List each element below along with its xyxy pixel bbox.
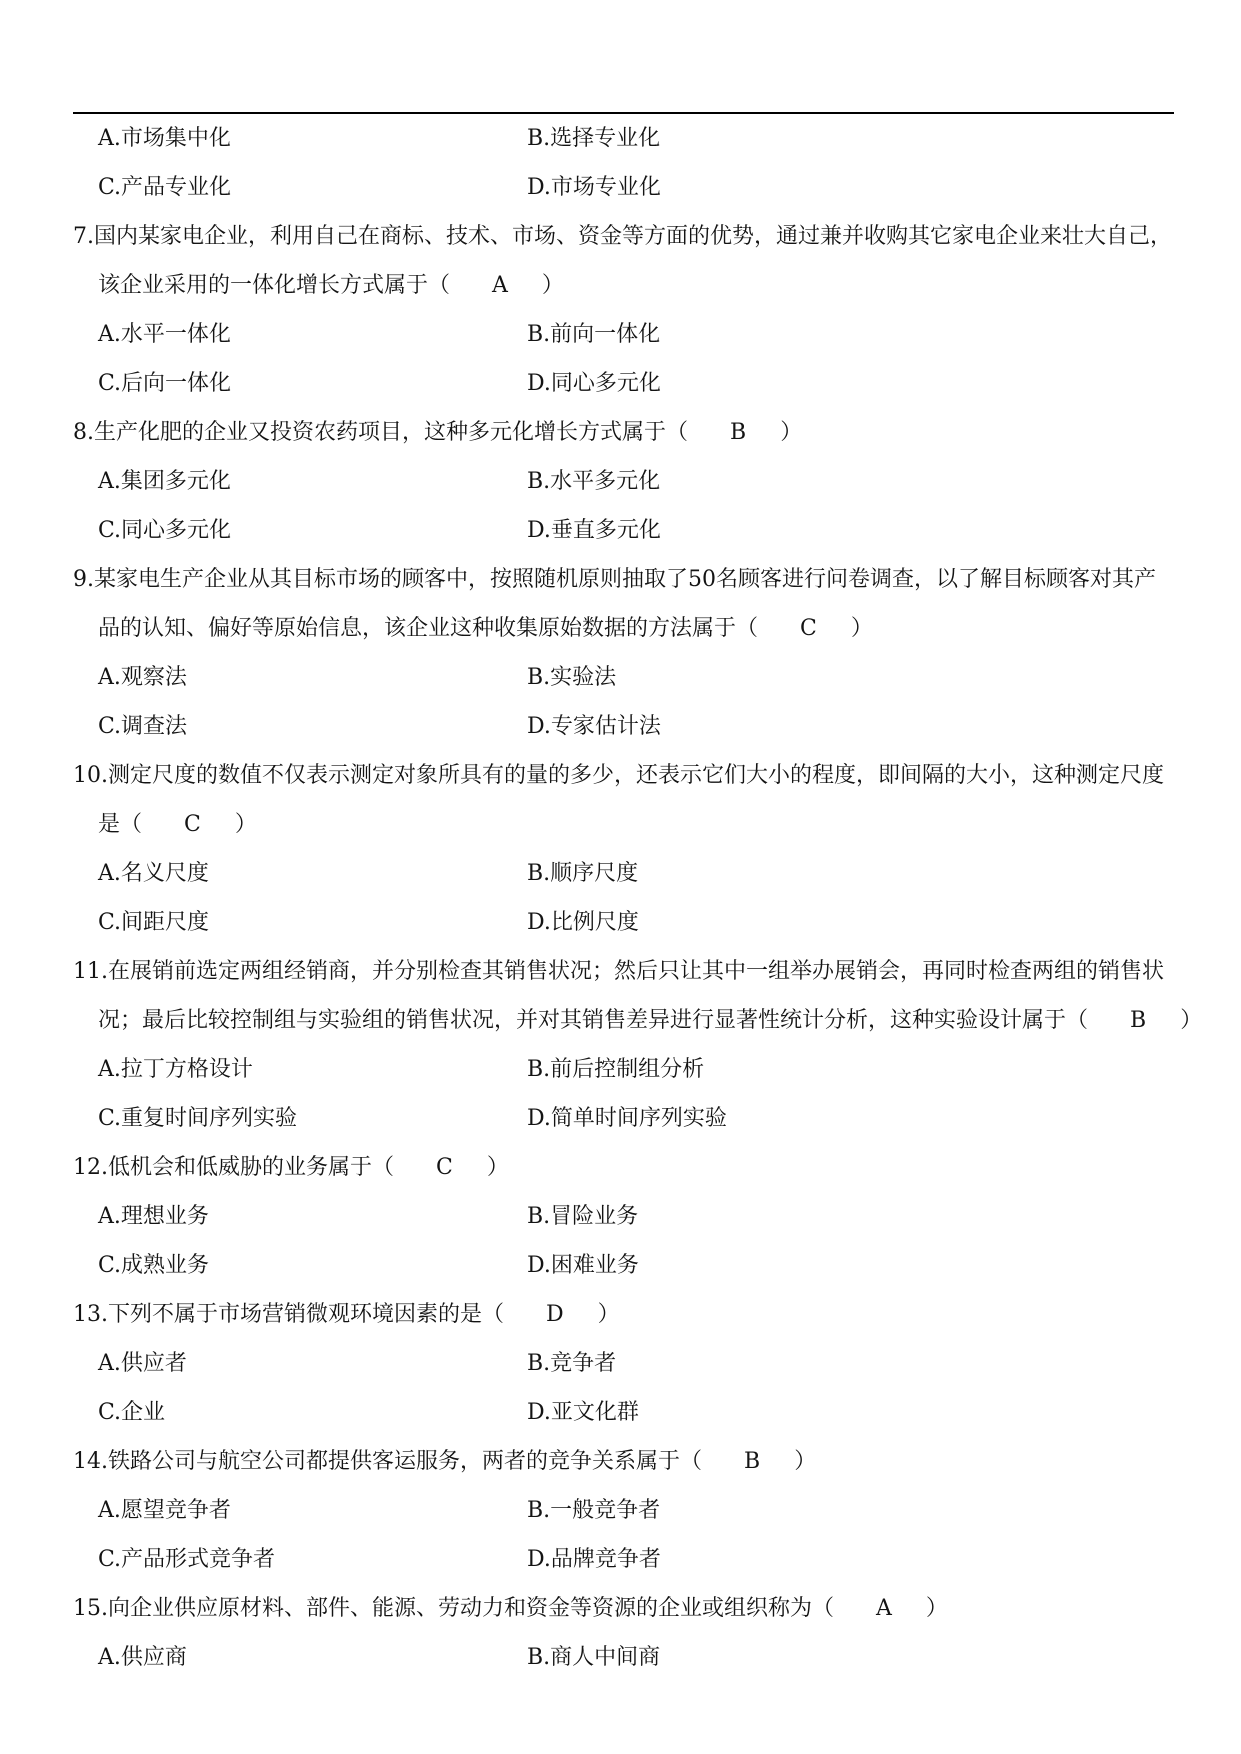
question-stem-text: 是 (98, 812, 121, 837)
options-row (73, 1192, 1223, 1241)
question-number: 13. (73, 1302, 108, 1327)
option-d: D.市场专业化 (527, 175, 661, 200)
options-row (73, 1486, 1223, 1535)
question-stem-text: 国内某家电企业，利用自己在商标、技术、市场、资金等方面的优势，通过兼并收购其它家电企业来壮大自己， (94, 224, 1173, 249)
question-10 (73, 751, 1223, 947)
options-row (73, 1633, 1223, 1682)
option-c: C.间距尺度 (98, 910, 210, 935)
answer-letter: A (492, 273, 508, 298)
question-stem-line (73, 555, 1223, 604)
question-stem-line (73, 408, 1223, 457)
option-a: A.供应商 (98, 1645, 187, 1670)
option-a: A.理想业务 (98, 1204, 209, 1229)
question-stem-line (73, 751, 1223, 800)
options-row (73, 1339, 1223, 1388)
question-15 (73, 1584, 1223, 1682)
option-d: D.比例尺度 (527, 910, 639, 935)
answer-bracket-close: ） (234, 812, 257, 837)
question-stem-text: 向企业供应原材料、部件、能源、劳动力和资金等资源的企业或组织称为 (108, 1596, 813, 1621)
question-stem-text: 铁路公司与航空公司都提供客运服务，两者的竞争关系属于 (108, 1449, 681, 1474)
question-stem-text: 低机会和低威胁的业务属于 (108, 1155, 373, 1180)
options-row (73, 163, 1223, 212)
options-row (73, 114, 1223, 163)
answer-bracket-open: （ (482, 1302, 505, 1327)
option-b: B.实验法 (527, 665, 617, 690)
option-b: B.前向一体化 (527, 322, 661, 347)
answer-bracket-open: （ (736, 616, 759, 641)
options-row (73, 898, 1223, 947)
option-c: C.产品形式竞争者 (98, 1547, 276, 1572)
option-a: A.市场集中化 (98, 126, 231, 151)
options-row (73, 1045, 1223, 1094)
option-c: C.产品专业化 (98, 175, 232, 200)
option-d: D.困难业务 (527, 1253, 639, 1278)
option-c: C.企业 (98, 1400, 166, 1425)
option-b: B.商人中间商 (527, 1645, 661, 1670)
question-stem-line (73, 604, 1223, 653)
answer-letter: C (184, 812, 201, 837)
question-number: 11. (73, 959, 108, 984)
answer-bracket-close: ） (780, 420, 803, 445)
question-stem-line (73, 800, 1223, 849)
option-a: A.名义尺度 (98, 861, 209, 886)
question-stem-text: 测定尺度的数值不仅表示测定对象所具有的量的多少，还表示它们大小的程度，即间隔的大小，这种测定尺度 (108, 763, 1165, 788)
options-row (73, 653, 1223, 702)
option-d: D.亚文化群 (527, 1400, 639, 1425)
answer-bracket-close: ） (925, 1596, 948, 1621)
option-b: B.竞争者 (527, 1351, 617, 1376)
question-stem-line (73, 261, 1223, 310)
option-a: A.水平一体化 (98, 322, 231, 347)
options-row (73, 310, 1223, 359)
answer-bracket-open: （ (428, 273, 451, 298)
option-c: C.调查法 (98, 714, 188, 739)
option-a: A.拉丁方格设计 (98, 1057, 253, 1082)
option-b: B.一般竞争者 (527, 1498, 661, 1523)
question-stem-line (73, 212, 1223, 261)
options-row (73, 1535, 1223, 1584)
answer-bracket-close: ） (486, 1155, 509, 1180)
options-row (73, 506, 1223, 555)
option-b: B.水平多元化 (527, 469, 661, 494)
options-row (73, 1388, 1223, 1437)
question-continued (73, 114, 1223, 212)
option-d: D.简单时间序列实验 (527, 1106, 727, 1131)
answer-letter: B (730, 420, 747, 445)
question-12 (73, 1143, 1223, 1290)
question-8 (73, 408, 1223, 555)
question-number: 9. (73, 567, 94, 592)
question-stem-line (73, 947, 1223, 996)
option-a: A.供应者 (98, 1351, 187, 1376)
answer-bracket-open: （ (666, 420, 689, 445)
question-stem-text: 下列不属于市场营销微观环境因素的是 (108, 1302, 483, 1327)
options-row (73, 702, 1223, 751)
option-a: A.愿望竞争者 (98, 1498, 231, 1523)
question-number: 10. (73, 763, 108, 788)
option-a: A.集团多元化 (98, 469, 231, 494)
options-row (73, 457, 1223, 506)
question-stem-line (73, 1584, 1223, 1633)
answer-letter: D (546, 1302, 564, 1327)
option-d: D.同心多元化 (527, 371, 661, 396)
answer-bracket-open: （ (372, 1155, 395, 1180)
option-a: A.观察法 (98, 665, 187, 690)
option-b: B.前后控制组分析 (527, 1057, 705, 1082)
question-11 (73, 947, 1223, 1143)
question-7 (73, 212, 1223, 408)
question-list (73, 114, 1223, 1682)
option-b: B.顺序尺度 (527, 861, 639, 886)
answer-bracket-open: （ (1066, 1008, 1089, 1033)
question-stem-text: 品的认知、偏好等原始信息，该企业这种收集原始数据的方法属于 (98, 616, 737, 641)
option-b: B.冒险业务 (527, 1204, 639, 1229)
option-d: D.品牌竞争者 (527, 1547, 661, 1572)
options-row (73, 1241, 1223, 1290)
question-13 (73, 1290, 1223, 1437)
question-number: 12. (73, 1155, 108, 1180)
answer-letter: A (876, 1596, 892, 1621)
question-number: 7. (73, 224, 94, 249)
answer-bracket-close: ） (597, 1302, 620, 1327)
question-stem-line (73, 1143, 1223, 1192)
answer-letter: C (436, 1155, 453, 1180)
option-c: C.后向一体化 (98, 371, 232, 396)
question-stem-line (73, 1437, 1223, 1486)
option-c: C.重复时间序列实验 (98, 1106, 298, 1131)
question-stem-text: 况；最后比较控制组与实验组的销售状况，并对其销售差异进行显著性统计分析，这种实验设计属于 (98, 1008, 1067, 1033)
answer-bracket-open: （ (120, 812, 143, 837)
answer-bracket-open: （ (812, 1596, 835, 1621)
option-b: B.选择专业化 (527, 126, 661, 151)
option-c: C.同心多元化 (98, 518, 232, 543)
question-14 (73, 1437, 1223, 1584)
options-row (73, 849, 1223, 898)
answer-bracket-close: ） (794, 1449, 817, 1474)
answer-letter: B (744, 1449, 761, 1474)
question-stem-text: 某家电生产企业从其目标市场的顾客中，按照随机原则抽取了50名顾客进行问卷调查，以了解目标顾客对其产 (94, 567, 1156, 592)
question-stem-line (73, 996, 1223, 1045)
answer-bracket-close: ） (1180, 1008, 1203, 1033)
answer-bracket-close: ） (541, 273, 564, 298)
options-row (73, 359, 1223, 408)
question-stem-line (73, 1290, 1223, 1339)
option-d: D.垂直多元化 (527, 518, 661, 543)
question-stem-text: 生产化肥的企业又投资农药项目，这种多元化增长方式属于 (94, 420, 667, 445)
question-9 (73, 555, 1223, 751)
question-number: 8. (73, 420, 94, 445)
answer-bracket-open: （ (680, 1449, 703, 1474)
option-d: D.专家估计法 (527, 714, 661, 739)
answer-letter: B (1130, 1008, 1147, 1033)
answer-letter: C (800, 616, 817, 641)
question-number: 15. (73, 1596, 108, 1621)
answer-bracket-close: ） (850, 616, 873, 641)
question-stem-text: 该企业采用的一体化增长方式属于 (98, 273, 429, 298)
options-row (73, 1094, 1223, 1143)
option-c: C.成熟业务 (98, 1253, 210, 1278)
question-stem-text: 在展销前选定两组经销商，并分别检查其销售状况；然后只让其中一组举办展销会，再同时检查两组的销售状 (108, 959, 1165, 984)
question-number: 14. (73, 1449, 108, 1474)
